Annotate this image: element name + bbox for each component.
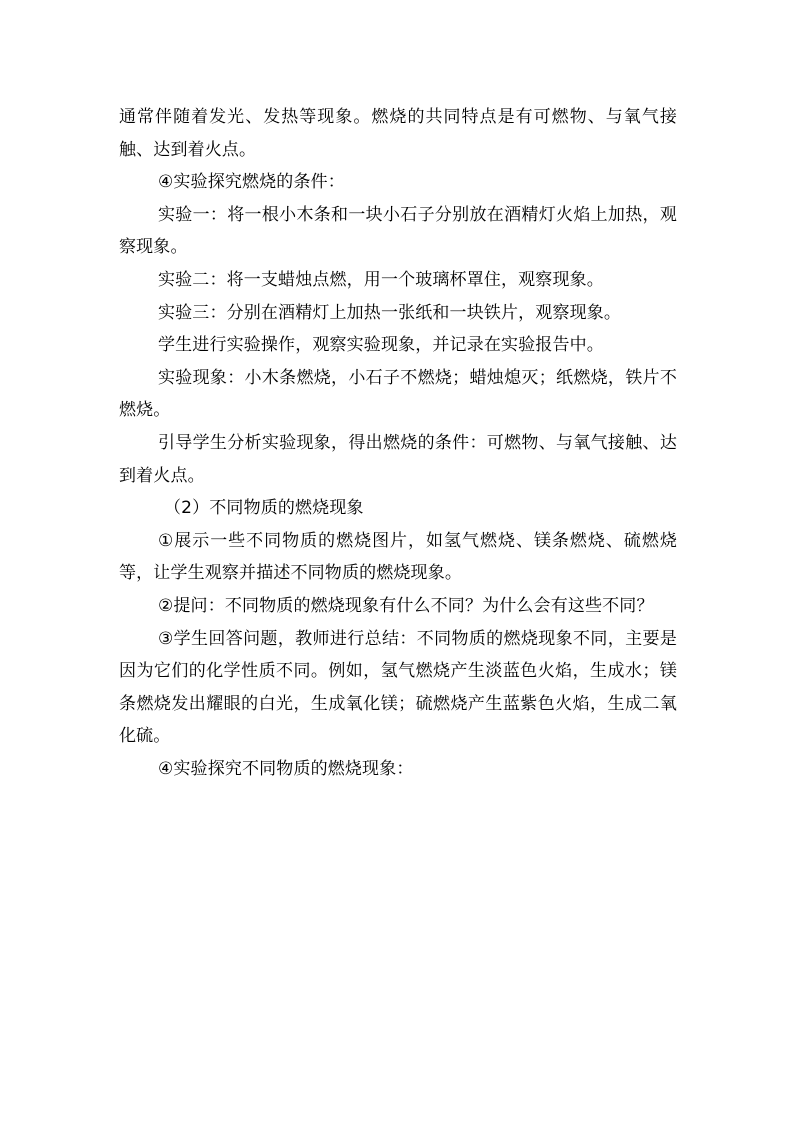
paragraph-step-1-show-pictures: ①展示一些不同物质的燃烧图片，如氢气燃烧、镁条燃烧、硫燃烧等，让学生观察并描述不同物质的燃烧现象。 <box>119 530 677 584</box>
document-body <box>119 101 677 785</box>
section-heading-different-substances: （2）不同物质的燃烧现象 <box>164 498 364 519</box>
paragraph-step-3-summary: ③学生回答问题，教师进行总结：不同物质的燃烧现象不同，主要是因为它们的化学性质不同。例如，氢气燃烧产生淡蓝色火焰，生成水；镁条燃烧发出耀眼的白光，生成氧化镁；硫燃烧产生蓝紫色火焰，生成二氧化硫。 <box>119 628 677 747</box>
paragraph-experiment-3: 实验三：分别在酒精灯上加热一张纸和一块铁片，观察现象。 <box>158 302 622 323</box>
paragraph-step-2-question: ②提问：不同物质的燃烧现象有什么不同？为什么会有这些不同？ <box>158 595 654 616</box>
paragraph-student-operation: 学生进行实验操作，观察实验现象，并记录在实验报告中。 <box>158 335 604 356</box>
paragraph-experiment-1: 实验一：将一根小木条和一块小石子分别放在酒精灯火焰上加热，观察现象。 <box>119 204 677 258</box>
paragraph-experiment-phenomena: 实验现象：小木条燃烧，小石子不燃烧；蜡烛熄灭；纸燃烧，铁片不燃烧。 <box>119 367 677 421</box>
paragraph-guide-analysis: 引导学生分析实验现象，得出燃烧的条件：可燃物、与氧气接触、达到着火点。 <box>119 432 677 486</box>
paragraph-experiment-2: 实验二：将一支蜡烛点燃，用一个玻璃杯罩住，观察现象。 <box>158 269 604 290</box>
paragraph-step-4-experiment: ④实验探究不同物质的燃烧现象： <box>158 758 414 779</box>
paragraph-step-4-heading: ④实验探究燃烧的条件： <box>158 172 345 193</box>
paragraph-continuation: 通常伴随着发光、发热等现象。燃烧的共同特点是有可燃物、与氧气接触、达到着火点。 <box>119 107 677 160</box>
